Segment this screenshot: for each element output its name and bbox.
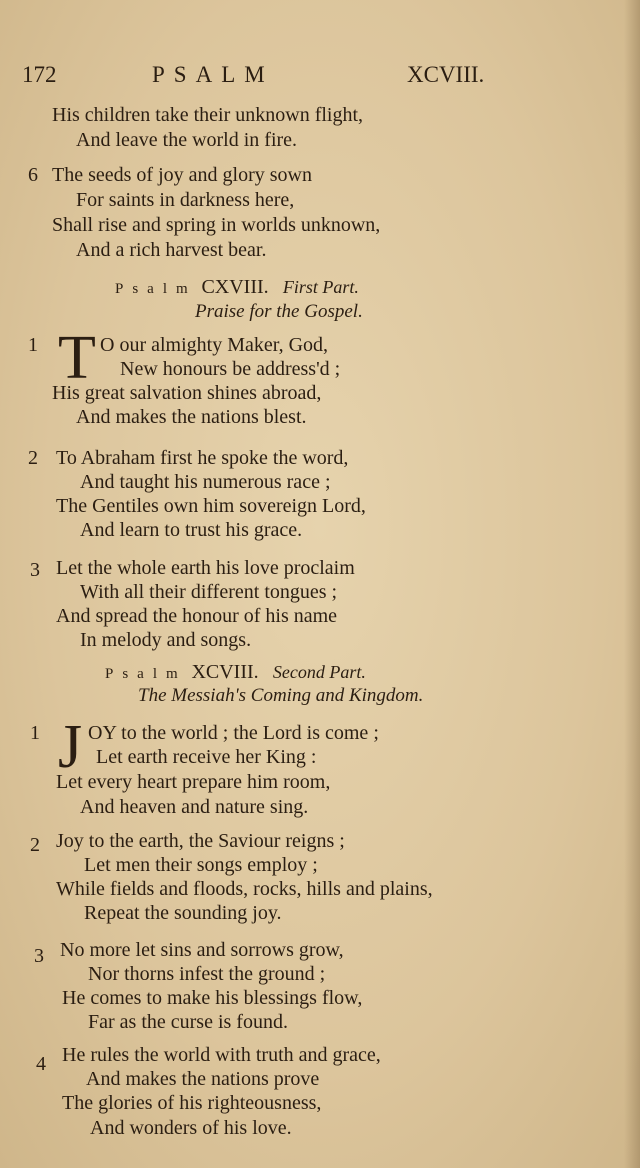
stanza-number: 1	[28, 334, 38, 356]
verse-line: And taught his numerous race ;	[80, 471, 331, 493]
drop-capital: J	[58, 713, 83, 781]
running-head	[22, 62, 492, 92]
running-title: PSALM	[152, 62, 274, 87]
psalm-part: Second Part.	[272, 662, 366, 682]
verse-line: His children take their unknown flight,	[52, 104, 364, 126]
verse-line: The glories of his righteousness,	[62, 1092, 322, 1114]
psalm-word: Psalm	[115, 281, 197, 297]
verse-line: OY to the world ; the Lord is come ;	[88, 722, 379, 744]
stanza-number: 4	[36, 1053, 46, 1075]
verse-line: New honours be address'd ;	[120, 358, 341, 380]
stanza-number: 3	[34, 945, 44, 967]
verse-line: And makes the nations blest.	[76, 406, 307, 428]
verse-line: Far as the curse is found.	[88, 1011, 288, 1033]
psalm-part: First Part.	[282, 277, 359, 297]
verse-line: Let every heart prepare him room,	[56, 771, 331, 793]
verse-line: And leave the world in fire.	[76, 129, 298, 151]
verse-line: No more let sins and sorrows grow,	[60, 939, 344, 961]
verse-line: Nor thorns infest the ground ;	[88, 963, 326, 985]
verse-line: Shall rise and spring in worlds unknown,	[52, 214, 381, 236]
verse-line: He comes to make his blessings flow,	[62, 987, 363, 1009]
drop-capital: T	[58, 324, 96, 392]
verse-line: And makes the nations prove	[86, 1068, 320, 1090]
verse-line: And heaven and nature sing.	[80, 796, 309, 818]
verse-line: He rules the world with truth and grace,	[62, 1044, 381, 1066]
verse-line: And wonders of his love.	[90, 1117, 292, 1139]
stanza-number: 6	[28, 164, 38, 186]
verse-line: And spread the honour of his name	[56, 605, 338, 627]
psalm-number: XCVIII.	[191, 661, 259, 683]
running-psalm-number: XCVIII.	[407, 62, 485, 87]
verse-line: Let earth receive her King :	[96, 746, 317, 768]
verse-line: To Abraham first he spoke the word,	[56, 447, 349, 469]
stanza-number: 3	[30, 559, 40, 581]
verse-line: For saints in darkness here,	[76, 189, 295, 211]
verse-line: The Gentiles own him sovereign Lord,	[56, 495, 366, 517]
psalm-subtitle: The Messiah's Coming and Kingdom.	[138, 685, 424, 706]
psalm-subtitle: Praise for the Gospel.	[195, 301, 363, 322]
verse-line: With all their different tongues ;	[80, 581, 338, 603]
psalm-number: CXVIII.	[201, 276, 269, 298]
verse-line: And a rich harvest bear.	[76, 239, 267, 261]
verse-line: Joy to the earth, the Saviour reigns ;	[56, 830, 345, 852]
verse-line: While fields and floods, rocks, hills and plains,	[56, 878, 433, 900]
stanza-number: 2	[30, 834, 40, 856]
verse-line: Let men their songs employ ;	[84, 854, 318, 876]
verse-line: His great salvation shines abroad,	[52, 382, 322, 404]
psalm-heading	[105, 660, 366, 686]
verse-line: O our almighty Maker, God,	[100, 334, 329, 356]
verse-line: Repeat the sounding joy.	[84, 902, 282, 924]
page-edge-shadow	[624, 0, 640, 1168]
psalm-word: Psalm	[105, 666, 187, 682]
verse-line: And learn to trust his grace.	[80, 519, 303, 541]
page-number: 172	[22, 62, 57, 87]
stanza-number: 1	[30, 722, 40, 744]
verse-line: Let the whole earth his love proclaim	[56, 557, 355, 579]
psalm-heading	[115, 275, 359, 301]
verse-line: The seeds of joy and glory sown	[52, 164, 312, 186]
verse-line: In melody and songs.	[80, 629, 252, 651]
stanza-number: 2	[28, 447, 38, 469]
